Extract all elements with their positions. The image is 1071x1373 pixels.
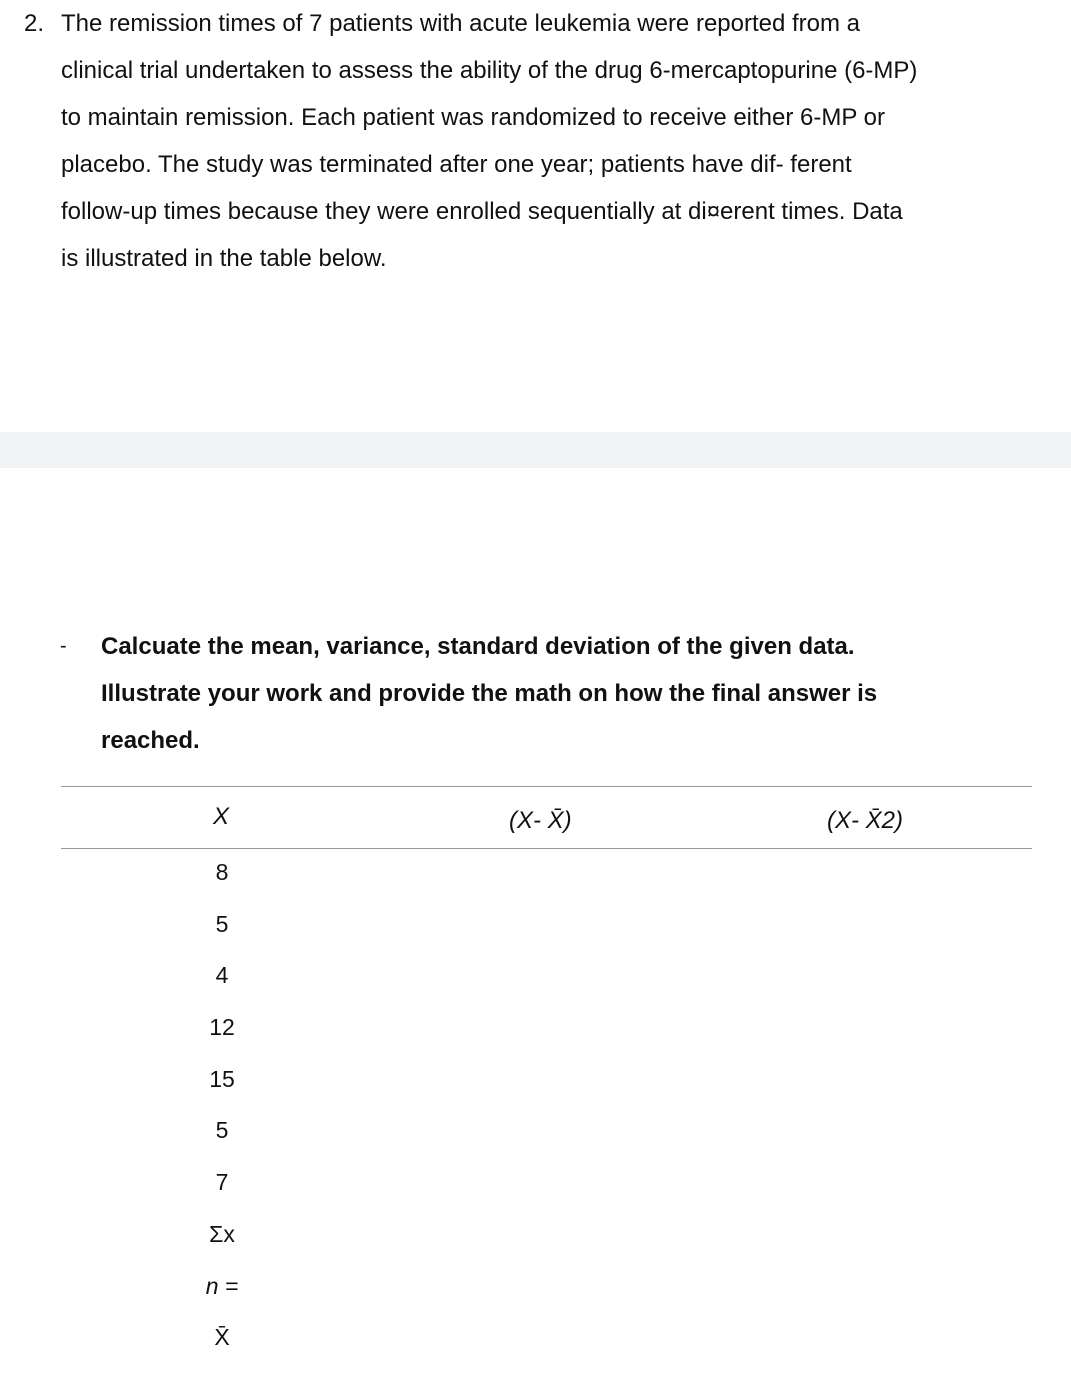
table-row <box>61 1263 1032 1315</box>
question-line: follow-up times because they were enrolled sequentially at di¤erent times. Data <box>61 198 903 225</box>
table-row <box>61 1004 1032 1056</box>
table-row <box>61 952 1032 1004</box>
value-cell: 12 <box>209 1014 235 1041</box>
table-body <box>61 849 1032 1366</box>
table-row <box>61 901 1032 953</box>
task-instruction <box>60 623 1020 764</box>
task-line: Calcuate the mean, variance, standard deviation of the given data. <box>101 633 855 660</box>
value-cell: 15 <box>209 1065 235 1092</box>
table-row <box>61 1107 1032 1159</box>
sum-label: Σx <box>209 1220 235 1247</box>
data-table <box>61 786 1032 1366</box>
task-line: reached. <box>101 727 200 754</box>
table-row <box>61 1211 1032 1263</box>
question-line: clinical trial undertaken to assess the ability of the drug 6-mercaptopurine (6-MP) <box>61 57 918 84</box>
task-text <box>101 623 1020 764</box>
value-cell: 7 <box>215 1169 229 1196</box>
header-x: X <box>213 803 230 830</box>
mean-label: X̄ <box>214 1324 230 1351</box>
section-divider <box>0 432 1071 468</box>
question-text <box>61 0 1034 282</box>
value-cell: 5 <box>215 1117 229 1144</box>
table-header-row <box>61 787 1032 848</box>
n-label: n = <box>205 1272 239 1299</box>
table-row <box>61 1056 1032 1108</box>
question-line: to maintain remission. Each patient was randomized to receive either 6-MP or <box>61 104 885 131</box>
table-row <box>61 1159 1032 1211</box>
header-squared-deviation: (X- X̄2) <box>827 807 904 834</box>
value-cell: 4 <box>215 962 229 989</box>
task-line: Illustrate your work and provide the math on how the final answer is <box>101 680 878 707</box>
question-line: The remission times of 7 patients with acute leukemia were reported from a <box>61 10 861 37</box>
value-cell: 5 <box>215 910 229 937</box>
question-line: placebo. The study was terminated after one year; patients have dif- ferent <box>61 151 852 178</box>
question-number: 2. <box>24 10 45 37</box>
header-deviation: (X- X̄) <box>509 807 572 834</box>
value-cell: 8 <box>215 859 229 885</box>
table-row <box>61 1314 1032 1366</box>
table-row <box>61 849 1032 901</box>
question-line: is illustrated in the table below. <box>61 245 387 272</box>
bullet-dash: - <box>60 635 67 657</box>
question-block <box>24 0 1034 282</box>
